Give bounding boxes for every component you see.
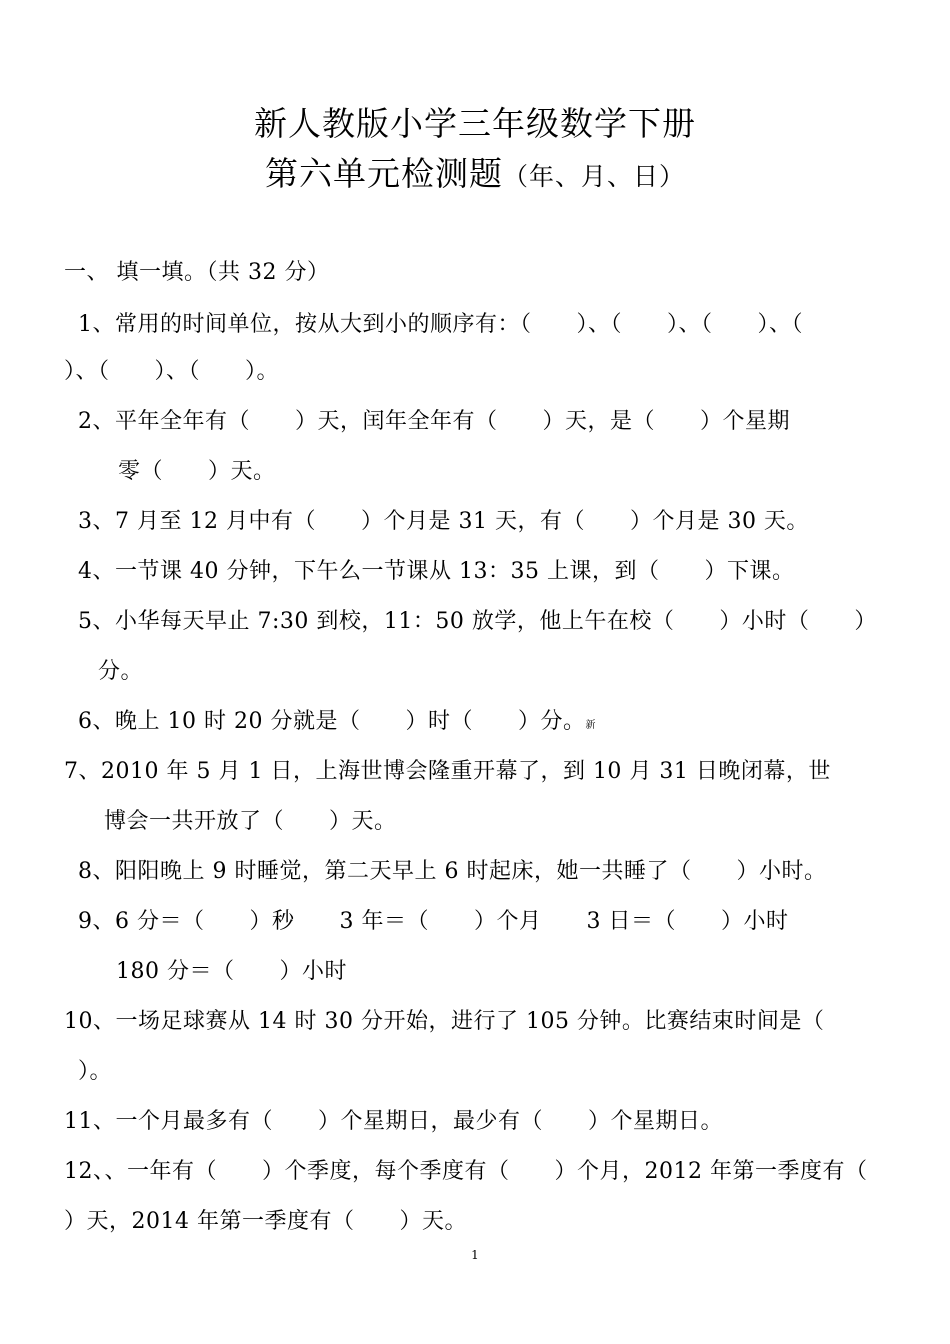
- question-2-line-2: 零（ ）天。: [118, 459, 276, 484]
- title-subtitle: （年、月、日）: [502, 162, 685, 191]
- question-9-line-1: 9、6 分＝（ ）秒 3 年＝（ ）个月 3 日＝（ ）小时: [78, 909, 789, 934]
- question-6-text: 6、晚上 10 时 20 分就是（ ）时（ ）分。: [78, 709, 586, 734]
- question-7-line-2: 博会一共开放了（ ）天。: [104, 809, 397, 834]
- watermark-char: 新: [585, 720, 596, 731]
- question-3: 3、7 月至 12 月中有（ ）个月是 31 天，有（ ）个月是 30 天。: [78, 509, 809, 534]
- page-number: 1: [471, 1248, 479, 1262]
- title-line-1: 新人教版小学三年级数学下册: [254, 104, 696, 143]
- question-6: [78, 707, 596, 741]
- section-heading: 一、 填一填。（共 32 分）: [64, 260, 330, 285]
- question-11: 11、一个月最多有（ ）个星期日，最少有（ ）个星期日。: [64, 1109, 723, 1134]
- question-10-line-2: ）。: [78, 1059, 113, 1084]
- question-7-line-1: 7、2010 年 5 月 1 日，上海世博会隆重开幕了，到 10 月 31 日晚闭幕，世: [64, 759, 831, 784]
- question-10-line-1: 10、一场足球赛从 14 时 30 分开始，进行了 105 分钟。比赛结束时间是（: [64, 1009, 825, 1034]
- question-12-line-2: ）天，2014 年第一季度有（ ）天。: [64, 1209, 467, 1234]
- title-line-2: [0, 154, 950, 197]
- question-1-line-1: 1、常用的时间单位，按从大到小的顺序有：（ ）、（ ）、（ ）、（: [78, 312, 803, 337]
- question-2-line-1: 2、平年全年有（ ）天，闰年全年有（ ）天，是（ ）个星期: [78, 409, 790, 434]
- question-5-line-1: 5、小华每天早止 7:30 到校，11：50 放学，他上午在校（ ）小时（ ）: [78, 609, 877, 634]
- question-4: 4、一节课 40 分钟，下午么一节课从 13：35 上课，到（ ）下课。: [78, 559, 795, 584]
- question-1-line-2: ）、（ ）、（ ）。: [64, 359, 280, 384]
- question-8: 8、阳阳晚上 9 时睡觉，第二天早上 6 时起床，她一共睡了（ ）小时。: [78, 859, 827, 884]
- question-12-line-1: 12、、一年有（ ）个季度，每个季度有（ ）个月，2012 年第一季度有（: [64, 1159, 868, 1184]
- question-9-line-2: 180 分＝（ ）小时: [116, 959, 347, 984]
- title-main: 第六单元检测题: [264, 154, 503, 193]
- question-5-line-2: 分。: [98, 659, 144, 684]
